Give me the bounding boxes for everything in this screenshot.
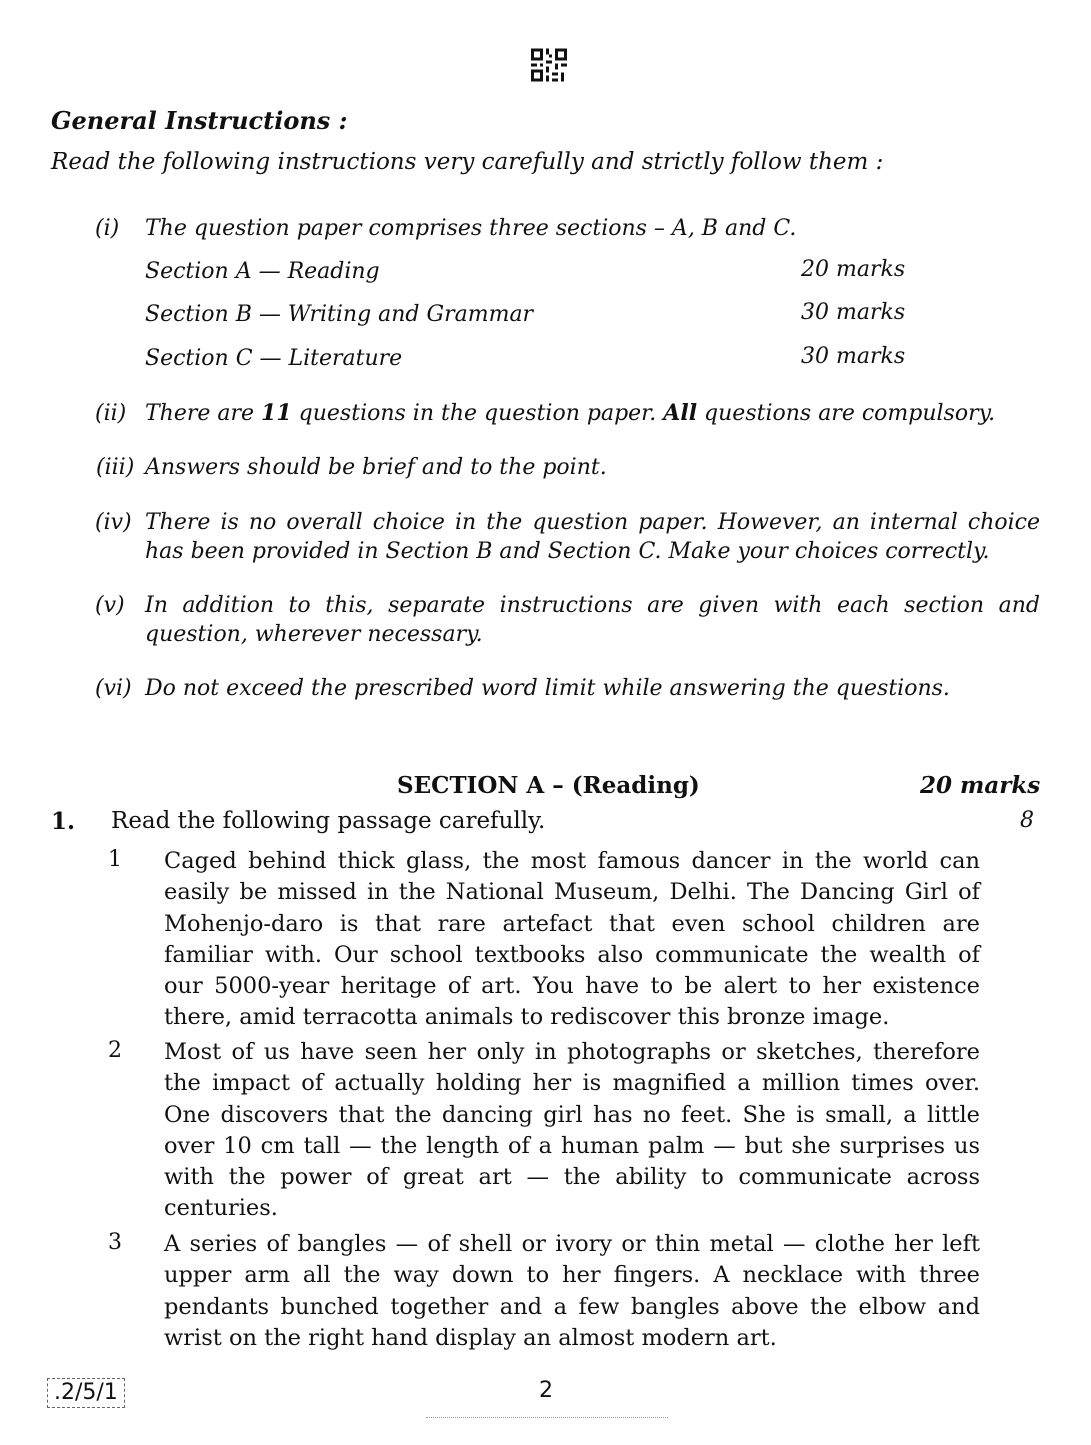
paragraph-number: 3 (108, 1230, 122, 1255)
instruction-text: In addition to this, separate instructions are given with each section and question, wherever necessary. (145, 593, 1040, 647)
passage-paragraph: A series of bangles — of shell or ivory or thin metal — clothe her left upper arm all the way down to her fingers. A necklace with three pendants bunched together and a few bangles above the elbow and wrist on the right hand display an almost modern art. (164, 1231, 980, 1351)
section-a-total-marks: 20 marks (920, 772, 1041, 799)
instruction-number: (vi) (95, 676, 132, 701)
instruction-number: (iii) (96, 455, 135, 480)
question-marks: 8 (1020, 808, 1034, 833)
instruction-text: Do not exceed the prescribed word limit while answering the questions. (145, 676, 950, 701)
section-c-name: Section C — Literature (145, 346, 403, 371)
section-a-heading: SECTION A – (Reading) (397, 772, 700, 799)
bold-count: 11 (261, 400, 292, 426)
qr-code-icon (531, 48, 567, 82)
paragraph-number: 2 (108, 1038, 122, 1063)
footer-microtext-line (426, 1417, 668, 1420)
paper-code-box: .2/5/1 (47, 1378, 125, 1408)
section-b-marks: 30 marks (801, 300, 906, 325)
instruction-text: There are 11 questions in the question paper. All questions are compulsory. (145, 400, 996, 426)
question-text: Read the following passage carefully. (111, 808, 546, 834)
general-instructions-intro: Read the following instructions very carefully and strictly follow them : (51, 149, 884, 175)
page-number: 2 (539, 1378, 553, 1403)
section-b-name: Section B — Writing and Grammar (145, 302, 534, 327)
instruction-number: (v) (95, 593, 125, 618)
passage-paragraph: Caged behind thick glass, the most famous dancer in the world can easily be missed in the National Museum, Delhi. The Dancing Girl of Mohenjo-daro is that rare artefact that even school children are familiar with. Our school textbooks also communicate the wealth of our 5000-year heritage of art. You have to be alert to her existence there, amid terracotta animals to rediscover this bronze image. (164, 848, 980, 1031)
paragraph-number: 1 (108, 847, 122, 872)
instruction-number: (ii) (95, 401, 127, 426)
section-a-name: Section A — Reading (145, 259, 380, 284)
instruction-number: (iv) (95, 510, 132, 535)
section-a-marks: 20 marks (801, 257, 906, 282)
general-instructions-heading: General Instructions : (51, 106, 348, 135)
question-number: 1. (51, 808, 76, 835)
passage-paragraph: Most of us have seen her only in photographs or sketches, therefore the impact of actually holding her is magnified a million times over. One discovers that the dancing girl has no feet. She is small, a little over 10 cm tall — the length of a human palm — but she surprises us with the power of great art — the ability to communicate across centuries. (164, 1039, 980, 1222)
instruction-text: There is no overall choice in the question paper. However, an internal choice has been provided in Section B and Section C. Make your choices correctly. (145, 510, 1040, 564)
bold-all: All (663, 400, 698, 426)
instruction-text: The question paper comprises three sections – A, B and C. (145, 216, 797, 241)
instruction-text: Answers should be brief and to the point. (145, 455, 607, 480)
instruction-number: (i) (95, 216, 120, 241)
section-c-marks: 30 marks (801, 344, 906, 369)
